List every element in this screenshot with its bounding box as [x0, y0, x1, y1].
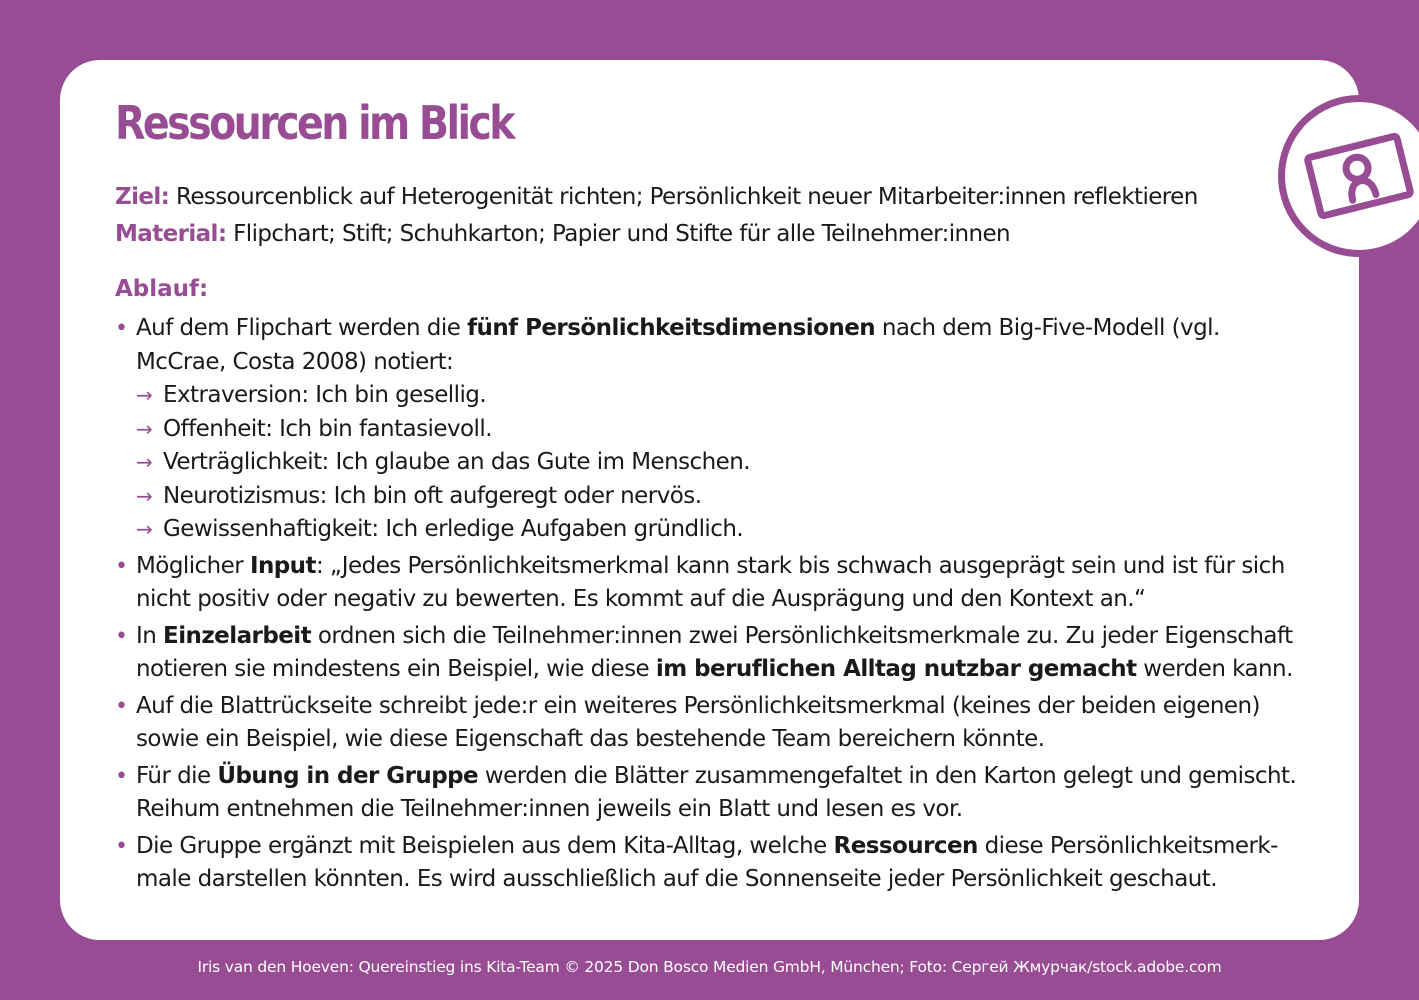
dimension-item [136, 446, 1315, 480]
item-bold: Ressourcen [833, 832, 978, 859]
item-text: diese Persönlichkeitsmerk-male darstellen könnten. Es wird ausschließlich auf die Sonnenseite jeder Persönlichkeit geschaut. [136, 832, 1278, 892]
ablauf-label: Ablauf: [115, 276, 209, 302]
item-text: : „Jedes Persönlichkeitsmerkmal kann stark bis schwach ausgeprägt sein und ist für sich nicht positiv oder negativ zu bewerten. Es kommt auf die Ausprägung und den Kontext an.“ [136, 552, 1285, 612]
dimension-list [136, 379, 1315, 547]
item-bold: Input [249, 552, 316, 579]
list-item [115, 830, 1315, 897]
list-item [115, 620, 1315, 687]
arrow-right-icon: → [136, 416, 153, 441]
list-item [115, 760, 1315, 827]
footer-credit: Iris van den Hoeven: Quereinstieg ins Kita-Team © 2025 Don Bosco Medien GmbH, München; Foto: Сергей Жмурчак/stock.adobe.com [197, 958, 1222, 976]
item-bold: Übung in der Gruppe [217, 762, 479, 789]
item-text: Möglicher [136, 552, 250, 579]
item-text: In [136, 622, 164, 649]
item-text: Die Gruppe ergänzt mit Beispielen aus dem Kita-Alltag, welche [136, 832, 834, 859]
arrow-right-icon: → [136, 450, 153, 474]
ziel-line [115, 184, 1198, 210]
dimension-text: Offenheit: Ich bin fantasievoll. [163, 415, 492, 442]
item-text: werden kann. [1136, 656, 1293, 682]
item-bold: fünf Persönlichkeitsdimensionen [467, 315, 876, 341]
dimension-text: Extraversion: Ich bin gesellig. [163, 382, 487, 408]
arrow-right-icon: → [136, 383, 153, 407]
material-label: Material: [115, 221, 227, 247]
dimension-text: Gewissenhaftigkeit: Ich erledige Aufgaben gründlich. [163, 516, 744, 542]
item-text: Für die [136, 762, 218, 789]
item-text: werden die Blätter zusammengefaltet in den Karton gelegt und gemischt. Reihum entnehmen die Teilnehmer:innen jeweils ein Blatt und lesen es vor. [136, 762, 1297, 822]
bullet-dot-icon: • [115, 693, 128, 719]
dimension-item [136, 480, 1315, 514]
bullet-dot-icon: • [115, 763, 128, 789]
material-line [115, 221, 1010, 247]
dimension-item [136, 413, 1315, 447]
bullet-dot-icon: • [115, 833, 128, 859]
arrow-right-icon: → [136, 483, 153, 508]
list-item [115, 550, 1315, 617]
arrow-right-icon: → [136, 517, 153, 541]
item-text: Auf die Blattrückseite schreibt jede:r ein weiteres Persönlichkeitsmerkmal (keines der beiden eigenen) sowie ein Beispiel, wie diese Eigenschaft das bestehende Team bereichern könnte. [136, 692, 1260, 752]
ablauf-list [115, 312, 1315, 900]
dimension-item [136, 379, 1315, 413]
item-text: nach dem Big-Five-Modell (vgl. McCrae, Costa 2008) notiert: [136, 315, 1220, 375]
dimension-item [136, 513, 1315, 547]
item-text: Auf dem Flipchart werden die [136, 315, 468, 341]
item-bold: Einzelarbeit [163, 622, 312, 649]
bullet-dot-icon: • [115, 316, 128, 341]
dimension-text: Verträglichkeit: Ich glaube an das Gute im Menschen. [163, 449, 751, 475]
badge [1278, 95, 1419, 257]
bullet-dot-icon: • [115, 553, 128, 579]
dimension-text: Neurotizismus: Ich bin oft aufgeregt oder nervös. [163, 482, 702, 509]
ziel-label: Ziel: [115, 184, 170, 210]
item-text: ordnen sich die Teilnehmer:innen zwei Persönlichkeitsmerkmale zu. Zu jeder Eigenschaft notieren sie mindestens ein Beispiel, wie diese [136, 622, 1293, 682]
item-bold: im beruflichen Alltag nutzbar gemacht [655, 656, 1137, 682]
page-title: Ressourcen im Blick [115, 96, 514, 150]
ziel-text: Ressourcenblick auf Heterogenität richten; Persönlichkeit neuer Mitarbeiter:innen reflektieren [175, 184, 1198, 210]
list-item [115, 312, 1315, 547]
bullet-dot-icon: • [115, 623, 128, 649]
material-text: Flipchart; Stift; Schuhkarton; Papier und Stifte für alle Teilnehmer:innen [233, 221, 1011, 247]
id-card-person-icon [1303, 128, 1415, 224]
list-item [115, 690, 1315, 757]
